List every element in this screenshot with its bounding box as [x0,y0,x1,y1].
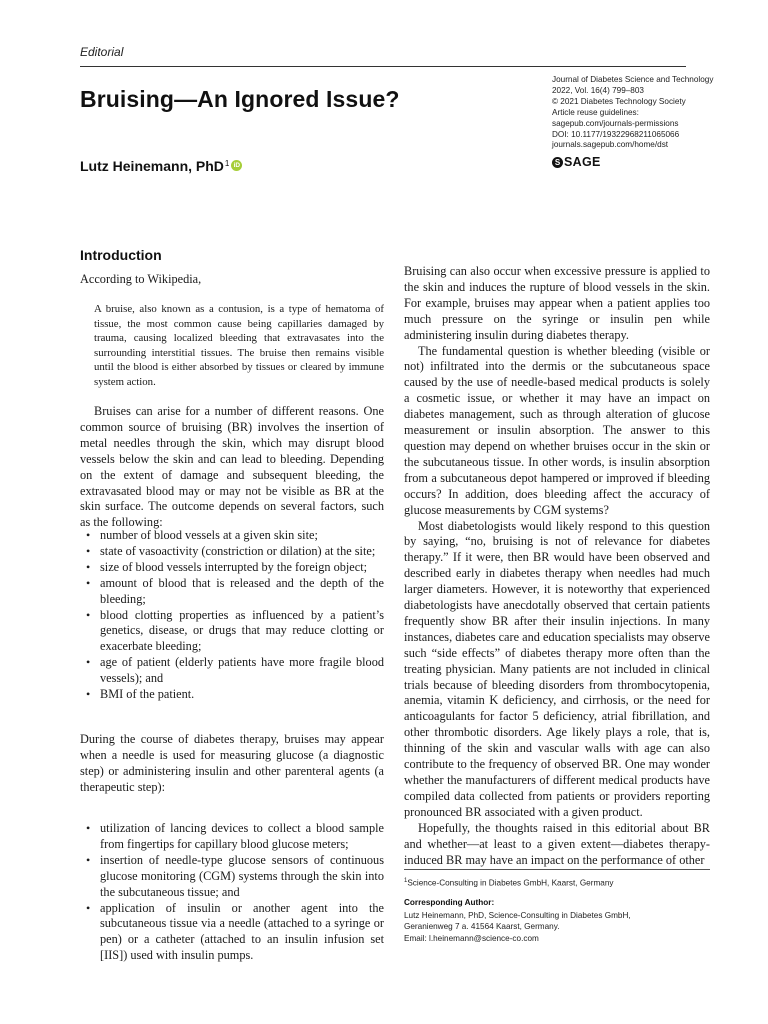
list-item: • blood clotting properties as influenced by a patient’s genetics, disease, or drugs that may reduce clotting or exacerbate bleeding; [80,608,384,656]
paragraph-hopefully: Hopefully, the thoughts raised in this editorial about BR and whether—at least to a given extent—diabetes therapy-induced BR may have an impact on the performance of other [404,820,710,867]
section-heading-introduction: Introduction [80,247,162,263]
list-item: • size of blood vessels interrupted by the foreign object; [80,560,384,576]
paragraph-therapy: During the course of diabetes therapy, bruises may appear when a needle is used for measuring glucose (a diagnostic step) or administering insulin and other parenteral agents (a therapeutic step): [80,732,384,794]
publisher-name: SAGE [564,155,601,169]
journal-volume: 2022, Vol. 16(4) 799–803 [552,85,644,95]
paragraph-diabetologists: Most diabetologists would likely respond to this question by saying, “no, bruising is not of relevance for diabetes therapy.” If it were, then BR would have been observed and described early in diabetes therapy when needles had much larger diameters. However, it is noteworthy that experienced diabetologists have anecdotally observed that certain patients frequently show BR after their insulin injections. In many instances, diabetes care and education specialists may observe such “side effects” of diabetes therapy more often than the treating physician. Many patients are not included in clinical trials because of bleeding disorders from thrombocytopenia, anemia, vitamin K deficiency, and cirrhosis, or the need for anticoagulants for factor 5 deficiency, atrial fibrillation, and other thrombotic disorders. Age likely plays a role, that is, thinning of the skin and vascular walls with age can also contribute to the frequency of observed BR. One may wonder whether the manufacturers of different medical products have compiled data collected from patients or providers reporting pronounced BR associated with a given product. [404,518,710,819]
list-item: • age of patient (elderly patients have more fragile blood vessels); and [80,655,384,687]
article-title: Bruising—An Ignored Issue? [80,86,400,112]
affiliation-text: Science-Consulting in Diabetes GmbH, Kaarst, Germany [407,878,614,888]
sage-logo-icon: S [552,157,563,168]
list-item: • amount of blood that is released and the depth of the bleeding; [80,576,384,608]
list-item: • number of blood vessels at a given skin site; [80,528,384,544]
header-rule [80,66,686,67]
corresponding-author-label: Corresponding Author: [404,898,495,907]
author-name: Lutz Heinemann, PhD [80,158,224,174]
list-item: • BMI of the patient. [80,687,384,703]
corresponding-name: Lutz Heinemann, PhD, Science-Consulting in Diabetes GmbH, [404,911,631,920]
section-label: Editorial [80,45,124,59]
author-affiliation-marker: 1 [224,159,230,168]
doi[interactable]: DOI: 10.1177/19322968211065066 [552,129,680,139]
affiliation-footnote [404,876,714,889]
affiliation-marker: 1 [404,878,408,884]
paragraph-question: The fundamental question is whether bleeding (visible or not) infiltrated into the dermis or the subcutaneous space caused by the use of needle-based medical products is solely a cosmetic issue, or whether it may have an impact on diabetes management, such as through alteration of glucose measurement or insulin absorption. The answer to this question may depend on whether bruises occur in the skin or the subcutaneous tissue. In other words, is insulin absorption from a subcutaneous depot hampered or improved if bleeding occurs? In addition, does bleeding affect the accuracy of glucose measurements by CGM systems? [404,343,710,517]
corresponding-address: Geranienweg 7 a. 41564 Kaarst, Germany. [404,922,560,932]
steps-list [80,821,384,964]
list-item: • state of vasoactivity (constriction or dilation) at the site; [80,544,384,560]
factors-list [80,528,384,703]
publisher-logo [552,155,601,169]
journal-meta [552,75,722,151]
wikipedia-quote: A bruise, also known as a contusion, is a type of hematoma of tissue, the most common cause being capillaries damaged by trauma, causing localized bleeding that extravasates into the surrounding interstitial tissues. The bruise then remains visible until the blood is either absorbed by tissues or cleared by immune system action. [94,303,384,388]
journal-copyright: © 2021 Diabetes Technology Society [552,96,686,106]
paragraph-bruises: Bruises can arise for a number of different reasons. One common source of bruising (BR) involves the insertion of metal needles through the skin, which may disrupt blood vessels below the skin and can lead to bleeding. Depending on the extent of damage and subsequent bleeding, the extravasated blood may or may not be visible as BR at the skin surface. The outcome depends on several factors, such as the following: [80,404,384,530]
list-item: • application of insulin or another agent into the subcutaneous tissue via a needle (attached to a syringe or pen) or a catheter (attached to an insulin infusion set [IIS]) used with insulin pumps. [80,901,384,965]
reuse-label: Article reuse guidelines: [552,107,639,117]
journal-name: Journal of Diabetes Science and Technology [552,75,714,84]
list-item: • insertion of needle-type glucose sensors of continuous glucose monitoring (CGM) systems through the skin into the subcutaneous tissue; and [80,853,384,901]
intro-lead: According to Wikipedia, [80,272,202,286]
reuse-link[interactable]: sagepub.com/journals-permissions [552,118,679,128]
orcid-icon[interactable]: iD [231,160,242,171]
corresponding-email[interactable]: Email: l.heinemann@science-co.com [404,933,539,943]
footnote-rule [404,869,710,870]
author-line [80,158,242,174]
corresponding-author-details [404,910,714,944]
paragraph-pressure: Bruising can also occur when excessive pressure is applied to the skin and induces the rupture of blood vessels in the skin. For example, bruises may appear when a patient applies too much pressure on the syringe or insulin pen while administering insulin during diabetes therapy. [404,264,710,342]
journal-homepage[interactable]: journals.sagepub.com/home/dst [552,140,669,150]
list-item: • utilization of lancing devices to collect a blood sample from fingertips for capillary blood glucose meters; [80,821,384,853]
right-column [404,264,710,868]
